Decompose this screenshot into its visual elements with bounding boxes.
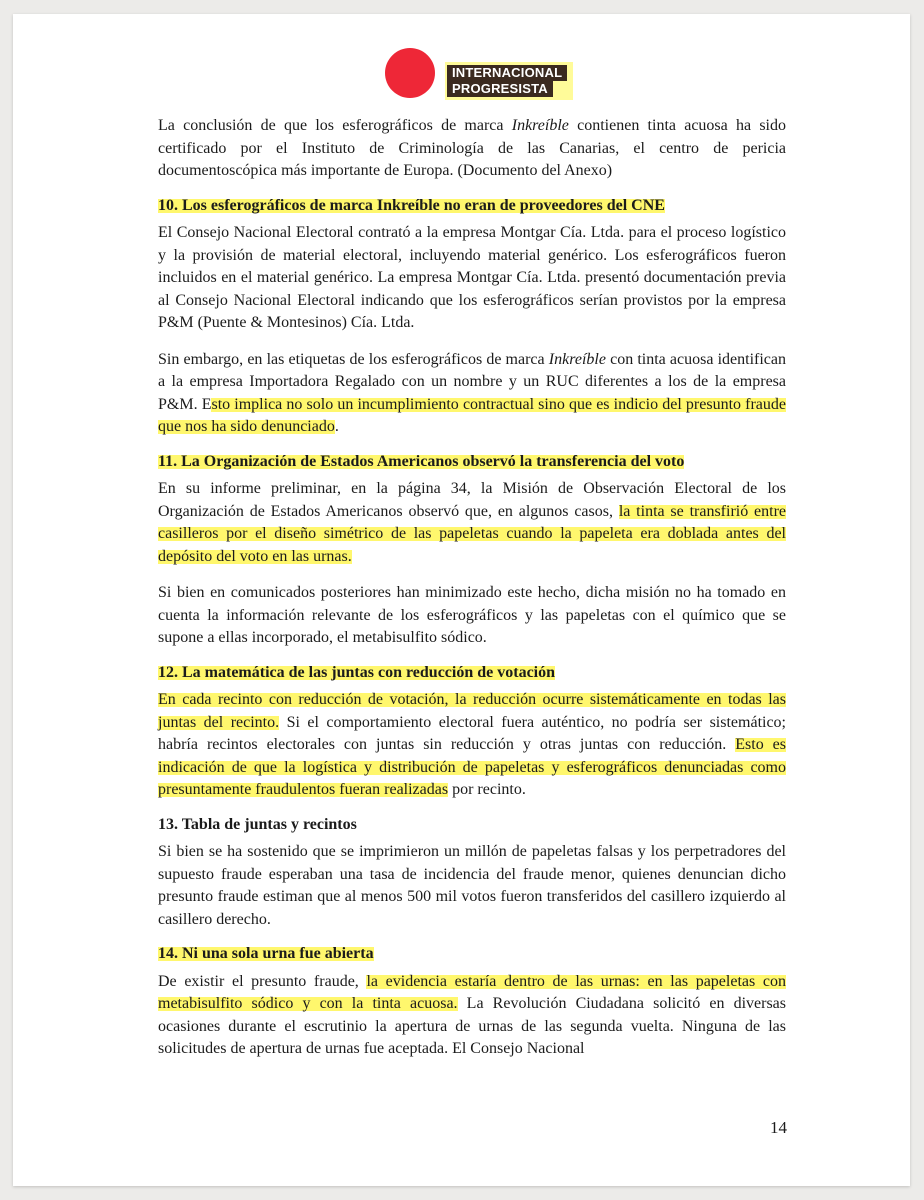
section-12-title: 12. La matemática de las juntas con reducción de votación bbox=[158, 663, 556, 681]
section-10-paragraph-2 bbox=[158, 349, 786, 439]
s14-p1-text-b: La Revolución Ciudadana solicitó en diversas ocasiones durante el escrutinio la apertura de urnas de las segunda vuelta. Ninguna de las solicitudes de apertura de urnas fue aceptada. El Consejo Nacional bbox=[158, 995, 787, 1057]
section-11-title: 11. La Organización de Estados Americanos observó la transferencia del voto bbox=[158, 452, 685, 470]
logo-text-line2: PROGRESISTA bbox=[447, 81, 553, 97]
section-14-heading bbox=[158, 943, 786, 966]
s10-p2-text-b: con tinta acuosa identifican a la empresa Importadora Regalado con un nombre y un RUC diferentes a los de la empresa P&M. E bbox=[158, 350, 787, 413]
s10-p2-text-a: Sin embargo, en las etiquetas de los esferográficos de marca bbox=[158, 350, 549, 368]
logo-red-circle-icon bbox=[385, 48, 435, 98]
section-14-paragraph-1 bbox=[158, 971, 786, 1061]
page-number: 14 bbox=[770, 1118, 787, 1137]
section-11-paragraph-1 bbox=[158, 478, 786, 568]
section-10-heading bbox=[158, 195, 786, 218]
section-13-title: 13. Tabla de juntas y recintos bbox=[158, 815, 357, 833]
s12-p1-highlight-1: En cada recinto con reducción de votación, la reducción ocurre sistemáticamente en todas las juntas del recinto. bbox=[158, 691, 786, 731]
intro-brand: Inkreíble bbox=[511, 117, 569, 134]
section-13-paragraph-1: Si bien se ha sostenido que se imprimieron un millón de papeletas falsas y los perpetradores del supuesto fraude esperaban una tasa de incidencia del fraude menor, quienes denuncian dicho presunto fraude estiman que al menos 500 mil votos fueron transferidos del casillero izquierdo al casillero derecho. bbox=[158, 843, 786, 928]
logo-text-line1: INTERNACIONAL bbox=[447, 65, 567, 81]
s10-p2-highlight: sto implica no solo un incumplimiento contractual sino que es indicio del presunto fraude que nos ha sido denunciado bbox=[158, 395, 787, 435]
section-14-title: 14. Ni una sola urna fue abierta bbox=[158, 945, 374, 962]
section-12-paragraph-1 bbox=[158, 689, 786, 802]
s12-p1-text: Si el comportamiento electoral fuera auténtico, no podría ser sistemático; habría recintos electorales con juntas sin reducción y otras juntas con reducción. bbox=[158, 713, 786, 753]
internacional-progresista-logo bbox=[385, 48, 575, 100]
section-12-heading bbox=[158, 662, 786, 685]
s12-p1-highlight-2: Esto es indicación de que la logística y distribución de papeletas y esferográficos denunciadas como presuntamente fraudulentos fueran realizadas bbox=[158, 736, 786, 798]
s10-p2-brand: Inkreíble bbox=[548, 350, 606, 368]
section-10-title: 10. Los esferográficos de marca Inkreíble no eran de proveedores del CNE bbox=[158, 196, 665, 214]
intro-text-2: contienen tinta acuosa ha sido certificado por el Instituto de Criminología de las Canarias, el centro de pericia documentoscópica más importante de Europa. (Documento del Anexo) bbox=[158, 117, 786, 179]
s11-p1-highlight: la tinta se transfirió entre casilleros por el diseño simétrico de las papeletas cuando la papeleta era doblada antes del depósito del voto en las urnas. bbox=[158, 502, 787, 565]
section-13-heading bbox=[158, 814, 786, 837]
intro-text-1: La conclusión de que los esferográficos de marca bbox=[158, 117, 512, 134]
document-body bbox=[158, 115, 786, 1061]
intro-paragraph bbox=[158, 115, 786, 183]
s14-p1-text-a: De existir el presunto fraude, bbox=[158, 972, 367, 990]
section-11-paragraph-2: Si bien en comunicados posteriores han minimizado este hecho, dicha misión no ha tomado en cuenta la información relevante de los esferográficos y las papeletas con el químico que se supone a ellas incorporado, el metabisulfito sódico. bbox=[158, 584, 786, 646]
s11-p1-text: En su informe preliminar, en la página 34, la Misión de Observación Electoral de los Organización de Estados Americanos observó que, en algunos casos, bbox=[158, 480, 786, 520]
section-10-paragraph-1: El Consejo Nacional Electoral contrató a la empresa Montgar Cía. Ltda. para el proceso logístico y la provisión de material electoral, incluyendo material genérico. Los esferográficos fueron incluidos en el material genérico. La empresa Montgar Cía. Ltda. presentó documentación previa al Consejo Nacional Electoral indicando que los esferográficos serían provistos por la empresa P&M (Puente & Montesinos) Cía. Ltda. bbox=[158, 224, 786, 331]
section-11-heading bbox=[158, 451, 786, 474]
s14-p1-highlight: la evidencia estaría dentro de las urnas: en las papeletas con metabisulfito sódico y con la tinta acuosa. bbox=[158, 972, 786, 1012]
s10-p2-text-c: . bbox=[334, 418, 339, 435]
s12-p1-text-end: por recinto. bbox=[448, 781, 526, 798]
